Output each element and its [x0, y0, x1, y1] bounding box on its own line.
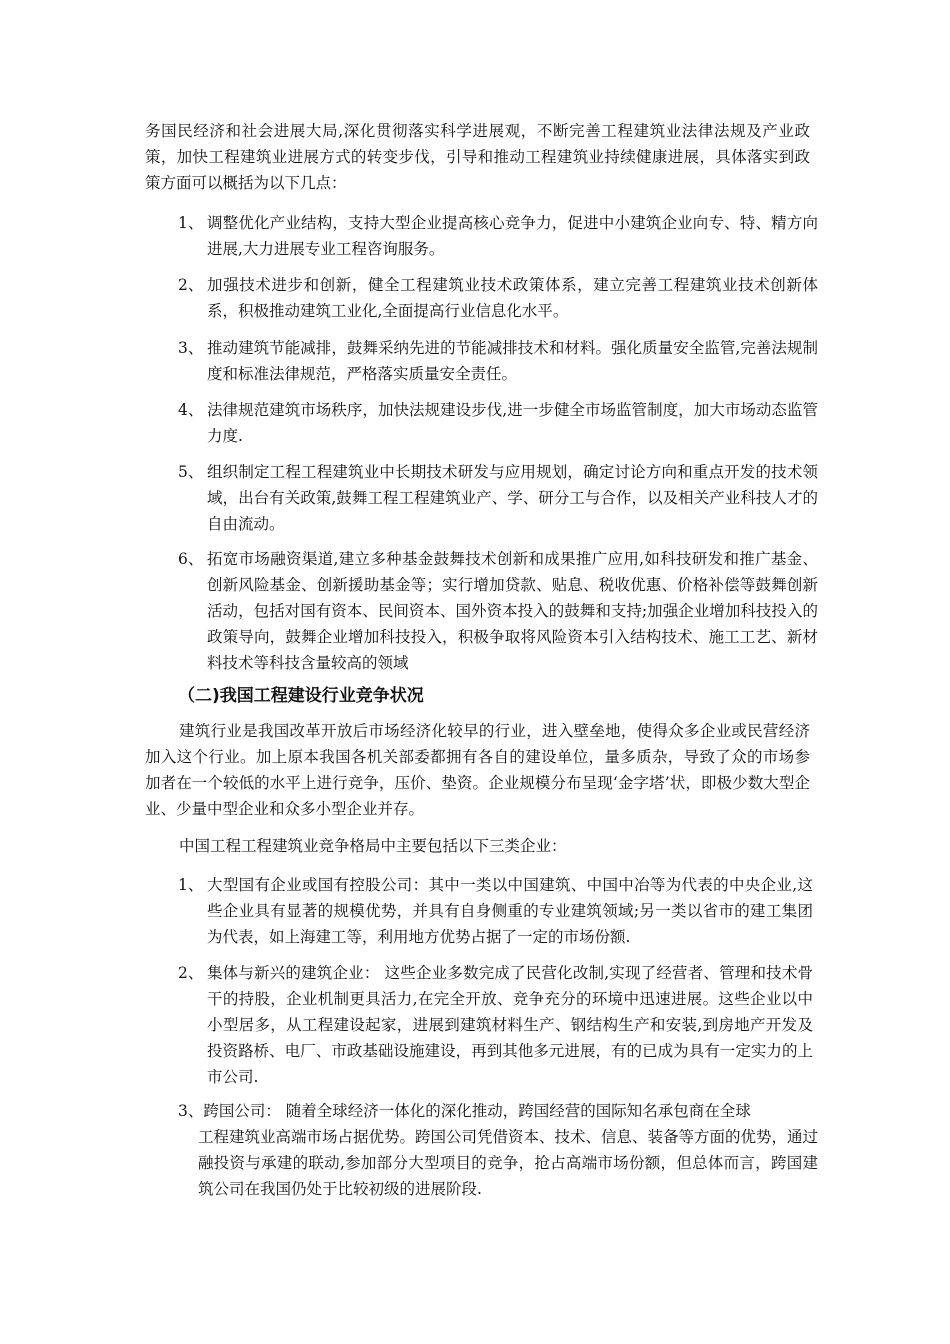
policy-item-number: 4、 — [178, 401, 204, 419]
policy-item-number: 3、 — [178, 339, 204, 357]
policy-item-number: 5、 — [178, 463, 204, 481]
company-item-2 — [178, 960, 813, 1090]
company-item-number: 1、 — [178, 876, 204, 894]
company-item-3-text: 工程建筑业高端市场占据优势。跨国公司凭借资本、技术、信息、装备等方面的优势，通过融投资与承建的联动,参加部分大型项目的竞争，抢占高端市场份额，但总体而言，跨国建筑公司在我国仍处于比较初级的进展阶段. — [198, 1128, 819, 1198]
policy-item-text: 调整优化产业结构，支持大型企业提高核心竞争力，促进中小建筑企业向专、特、精方向进展,大力进展专业工程咨询服务。 — [207, 214, 818, 258]
policy-item-text: 法律规范建筑市场秩序，加快法规建设步伐,进一步健全市场监管制度，加大市场动态监管力度. — [207, 401, 818, 445]
policy-item-2 — [178, 272, 818, 324]
company-item-1 — [178, 872, 813, 950]
policy-item-1 — [178, 210, 818, 262]
policy-item-text: 加强技术进步和创新，健全工程建筑业技术政策体系，建立完善工程建筑业技术创新体系，积极推动建筑工业化,全面提高行业信息化水平。 — [207, 276, 818, 320]
policy-item-6 — [178, 546, 818, 676]
section-heading: （二)我国工程建设行业竞争状况 — [178, 686, 424, 706]
structure-paragraph: 中国工程工程建筑业竞争格局中主要包括以下三类企业： — [179, 837, 567, 855]
company-item-text: 大型国有企业或国有控股公司：其中一类以中国建筑、中国中冶等为代表的中央企业,这些企业具有显著的规模优势，并具有自身侧重的专业建筑领域;另一类以省市的建工集团为代表，如上海建工等，利用地方优势占据了一定的市场份额. — [207, 876, 813, 946]
company-item-3 — [178, 1098, 818, 1202]
competition-paragraph: 建筑行业是我国改革开放后市场经济化较早的行业，进入壁垒地，使得众多企业或民营经济加入这个行业。加上原本我国各机关部委都拥有各自的建设单位，量多质杂，导致了众的市场参加者在一个较低的水平上进行竞争，压价、垫资。企业规模分布呈现‘金字塔’状，即极少数大型企业、少量中型企业和众多小型企业并存。 — [145, 722, 810, 818]
policy-item-text: 推动建筑节能减排，鼓舞采纳先进的节能减排技术和材料。强化质量安全监管,完善法规制度和标准法律规范，严格落实质量安全责任。 — [207, 339, 818, 383]
company-item-3-first-line: 3、跨国公司： 随着全球经济一体化的深化推动，跨国经营的国际知名承包商在全球 — [178, 1102, 751, 1120]
policy-item-3 — [178, 335, 818, 387]
policy-item-text: 组织制定工程工程建筑业中长期技术研发与应用规划，确定讨论方向和重点开发的技术领域，出台有关政策,鼓舞工程工程建筑业产、学、研分工与合作，以及相关产业科技人才的自由流动。 — [207, 463, 818, 533]
company-item-text: 集体与新兴的建筑企业： 这些企业多数完成了民营化改制,实现了经营者、管理和技术骨干的持股，企业机制更具活力,在完全开放、竞争充分的环境中迅速进展。这些企业以中小型居多，从工程建设起家，进展到建筑材料生产、钢结构生产和安装,到房地产开发及投资路桥、电厂、市政基础设施建设，再到其他多元进展，有的已成为具有一定实力的上市公司. — [207, 964, 813, 1086]
policy-item-5 — [178, 459, 818, 537]
policy-item-number: 2、 — [178, 276, 204, 294]
policy-item-text: 拓宽市场融资渠道,建立多种基金鼓舞技术创新和成果推广应用,如科技研发和推广基金、创新风险基金、创新援助基金等；实行增加贷款、贴息、税收优惠、价格补偿等鼓舞创新活动，包括对国有资本、民间资本、国外资本投入的鼓舞和支持;加强企业增加科技投入的政策导向，鼓舞企业增加科技投入，积极争取将风险资本引入结构技术、施工工艺、新材料技术等科技含量较高的领域 — [207, 550, 818, 672]
policy-item-number: 6、 — [178, 550, 204, 568]
policy-item-number: 1、 — [178, 214, 204, 232]
intro-paragraph: 务国民经济和社会进展大局,深化贯彻落实科学进展观，不断完善工程建筑业法律法规及产业政策，加快工程建筑业进展方式的转变步伐，引导和推动工程建筑业持续健康进展，具体落实到政策方面可以概括为以下几点： — [145, 122, 810, 192]
policy-item-4 — [178, 397, 818, 449]
company-item-number: 2、 — [178, 964, 204, 982]
